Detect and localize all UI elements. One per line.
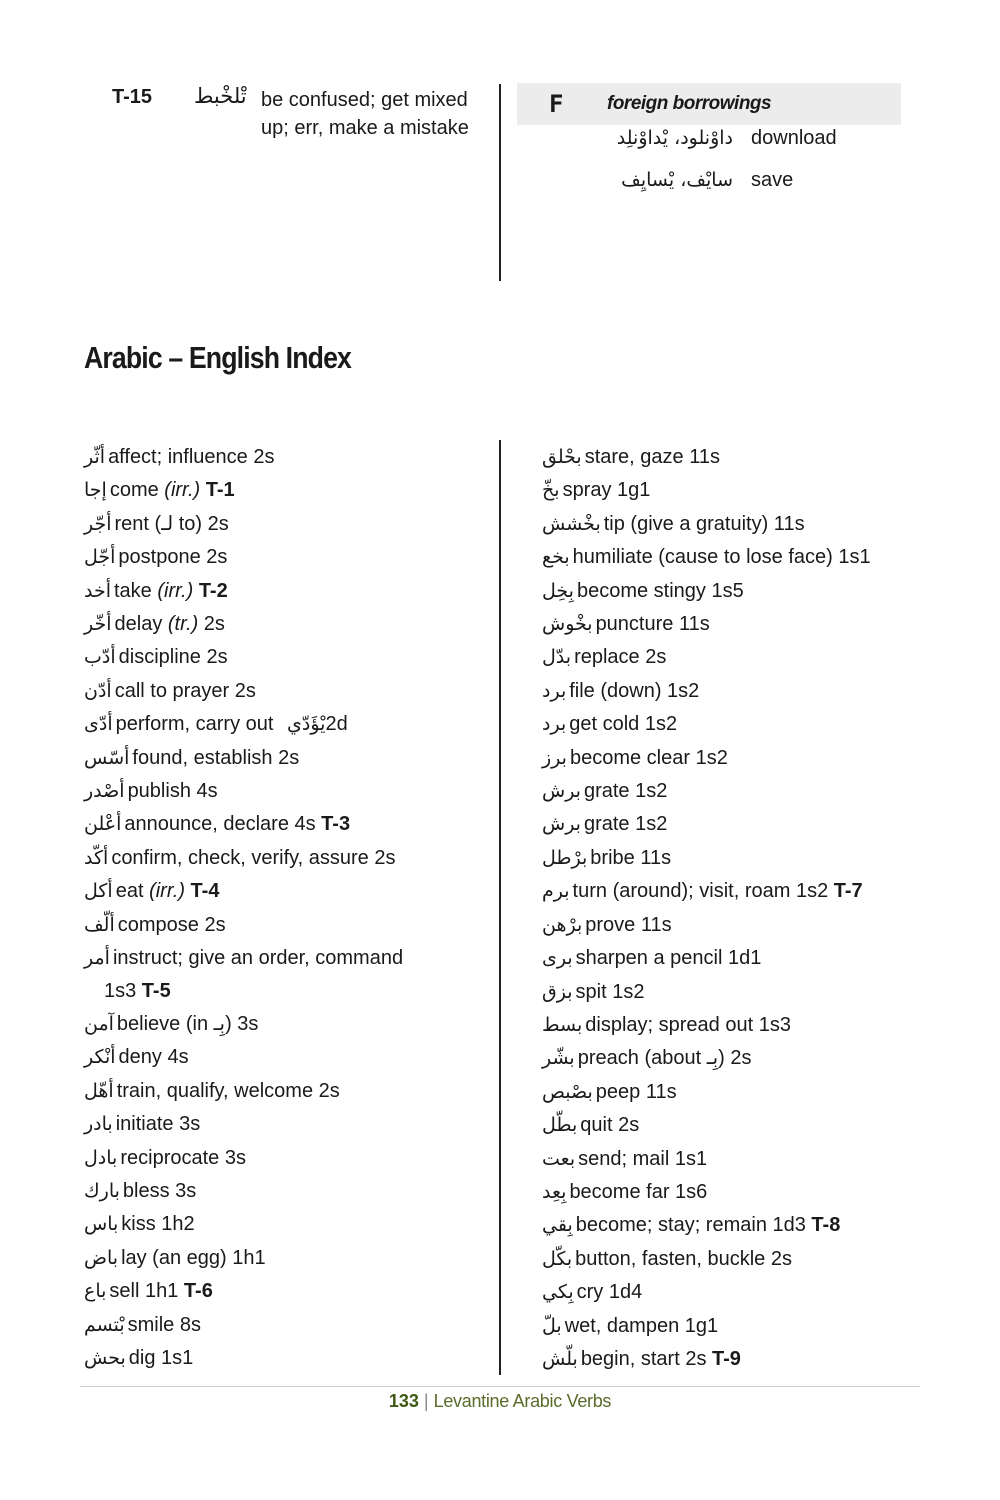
t15-arabic: تْلخْبط — [194, 84, 247, 108]
index-entry — [84, 1175, 484, 1208]
entry-arabic: بِعِد — [542, 1180, 567, 1203]
foreign-borrowings-section — [517, 83, 901, 191]
entry-definition: grate 1s2 — [583, 813, 668, 836]
entry-definition: cry 1d4 — [576, 1281, 643, 1304]
page-footer — [0, 1391, 1000, 1412]
index-entry — [542, 1343, 942, 1376]
entry-definition: become stingy 1s5 — [576, 579, 744, 602]
top-divider — [499, 84, 501, 281]
index-entry — [84, 1142, 484, 1175]
entry-definition: discipline 2s — [118, 646, 228, 669]
entry-arabic: بحْلق — [542, 446, 582, 468]
entry-arabic: أدّب — [84, 646, 116, 669]
entry-definition: spray 1g1 — [562, 479, 651, 502]
book-title: Levantine Arabic Verbs — [433, 1391, 612, 1411]
entry-note: (irr.) — [149, 880, 185, 903]
entry-arabic: أكّد — [84, 846, 109, 869]
entry-arabic: بحش — [84, 1346, 126, 1369]
entry-definition: peep 11s — [595, 1080, 677, 1103]
entry-definition: display; spread out 1s3 — [585, 1013, 791, 1036]
entry-arabic: أدّى — [84, 713, 113, 736]
entry-arabic: أكل — [84, 880, 113, 903]
entry-arabic: برش — [542, 813, 581, 836]
entry-definition: call to prayer 2s — [114, 679, 256, 702]
entry-definition: send; mail 1s1 — [578, 1147, 708, 1170]
entry-definition: get cold 1s2 — [569, 713, 678, 736]
entry-arabic: بادل — [84, 1146, 118, 1169]
index-entry — [84, 541, 484, 574]
index-entry — [542, 1176, 942, 1209]
index-entry — [542, 842, 942, 875]
borrowing-arabic: داوْنلود، يْداوْنلِد — [616, 127, 733, 149]
entry-arabic: برْهن — [542, 913, 583, 936]
index-entry — [542, 1209, 942, 1242]
entry-arabic: أثّر — [84, 446, 106, 468]
entry-arabic: بلّش — [542, 1347, 578, 1370]
index-entry — [542, 875, 942, 908]
index-entry — [542, 474, 942, 507]
index-entry — [542, 608, 942, 641]
entry-table-ref: T-4 — [184, 880, 220, 903]
entry-table-ref: T-9 — [706, 1347, 741, 1370]
index-entry — [84, 808, 484, 841]
index-entry — [84, 742, 484, 775]
index-entry — [542, 742, 942, 775]
entry-definition: humiliate (cause to lose face) 1s1 — [572, 546, 871, 569]
section-letter: F — [549, 90, 564, 118]
entry-definition: begin, start 2s — [580, 1347, 707, 1370]
entry-arabic: برد — [542, 713, 567, 736]
index-entry — [542, 508, 942, 541]
index-entry — [542, 1009, 942, 1042]
entry-arabic: بلّ — [542, 1314, 562, 1337]
entry-definition: become clear 1s2 — [569, 746, 728, 769]
entry-arabic: بعت — [542, 1147, 576, 1170]
entry-arabic: بِخِل — [542, 579, 574, 602]
index-entry — [542, 775, 942, 808]
entry-definition: delay — [114, 613, 168, 636]
entry-arabic: أصْدر — [84, 780, 125, 803]
index-entry — [542, 942, 942, 975]
entry-table-ref: T-2 — [193, 579, 228, 602]
index-entry — [84, 474, 484, 507]
entry-definition: prove 11s — [585, 913, 672, 936]
entry-definition: rent (لـ to) 2s — [114, 512, 229, 535]
entry-arabic: بخّ — [542, 479, 560, 502]
entry-table-ref: T-8 — [805, 1214, 841, 1237]
entry-definition: lay (an egg) 1h1 — [121, 1246, 266, 1269]
entry-note: (irr.) — [157, 579, 194, 602]
index-entry — [84, 1108, 484, 1141]
section-title: foreign borrowings — [607, 93, 772, 114]
entry-arabic: أسّس — [84, 746, 130, 769]
entry-imperfect-arabic: يْؤَدّي — [287, 713, 326, 736]
index-entry — [542, 1276, 942, 1309]
entry-arabic: بخع — [542, 546, 570, 569]
entry-arabic: بخْشش — [542, 512, 601, 535]
entry-definition: compose 2s — [117, 913, 226, 936]
entry-definition: come — [109, 479, 165, 502]
index-entry — [542, 1109, 942, 1142]
index-entry — [84, 575, 484, 608]
entry-arabic: إجا — [84, 479, 107, 502]
index-heading: Arabic – English Index — [84, 340, 352, 375]
entry-definition: train, qualify, welcome 2s — [116, 1079, 340, 1102]
entry-arabic: ألّف — [84, 913, 115, 936]
entry-definition: dig 1s1 — [128, 1346, 194, 1369]
index-entry — [84, 1041, 484, 1074]
entry-table-ref: T-3 — [315, 813, 351, 836]
entry-arabic: بطّل — [542, 1114, 578, 1137]
entry-definition: affect; influence 2s — [108, 446, 275, 468]
entry-arabic: بخْوش — [542, 613, 593, 636]
index-entry — [84, 641, 484, 674]
entry-arabic: بزق — [542, 980, 573, 1003]
entry-note: (tr.) — [167, 613, 199, 636]
entry-table-ref: T-5 — [136, 979, 171, 1002]
entry-definition: become far 1s6 — [569, 1180, 708, 1203]
entry-arabic: برد — [542, 679, 567, 702]
entry-table-ref: T-1 — [200, 479, 235, 502]
entry-arabic: بادر — [84, 1113, 113, 1136]
footer-rule — [80, 1386, 920, 1387]
index-entry — [542, 1310, 942, 1343]
entry-definition: sharpen a pencil 1d1 — [575, 947, 762, 970]
entry-definition: smile 8s — [127, 1313, 201, 1336]
entry-arabic: بكّل — [542, 1247, 573, 1270]
index-entry — [84, 708, 484, 741]
t15-definition: be confused; get mixed up; err, make a mistake — [261, 89, 469, 139]
entry-arabic: باع — [84, 1280, 107, 1303]
index-entry — [84, 775, 484, 808]
entry-arabic: أخد — [84, 579, 111, 602]
entry-arabic: بصْبص — [542, 1080, 593, 1103]
index-entry — [84, 441, 484, 474]
index-entry — [542, 1143, 942, 1176]
index-entry — [542, 808, 942, 841]
entry-arabic: أنْكر — [84, 1046, 116, 1069]
index-divider — [499, 440, 501, 1375]
entry-definition: perform, carry out — [115, 713, 280, 736]
entry-arabic: أخّر — [84, 613, 112, 636]
entry-arabic: بْتسم — [84, 1313, 125, 1336]
index-entry — [542, 1076, 942, 1109]
entry-arabic: باض — [84, 1246, 119, 1269]
footer-separator: | — [423, 1391, 429, 1411]
entry-definition: file (down) 1s2 — [569, 679, 700, 702]
entry-definition: replace 2s — [574, 646, 667, 669]
index-entry — [542, 708, 942, 741]
borrowing-arabic: سايْف، يْسايِف — [621, 169, 733, 191]
entry-continuation — [84, 975, 484, 1008]
entry-arabic: برز — [542, 746, 567, 769]
index-entry — [84, 1342, 484, 1375]
entry-arabic: أهّل — [84, 1079, 114, 1102]
entry-definition: kiss 1h2 — [121, 1213, 195, 1236]
borrowing-row — [517, 169, 901, 199]
index-entry — [84, 875, 484, 908]
entry-definition: puncture 11s — [595, 613, 710, 636]
entry-definition: turn (around); visit, roam 1s2 — [572, 880, 829, 903]
index-column-right — [542, 441, 942, 1376]
entry-table-ref: T-7 — [828, 880, 863, 903]
entry-pattern: 2d — [325, 713, 348, 736]
index-entry — [542, 1042, 942, 1075]
index-entry — [84, 1075, 484, 1108]
entry-definition: instruct; give an order, command — [112, 947, 404, 970]
entry-definition: grate 1s2 — [583, 780, 668, 803]
entry-definition: reciprocate 3s — [120, 1146, 246, 1169]
entry-arabic: برم — [542, 880, 570, 903]
index-entry — [84, 1208, 484, 1241]
entry-arabic: بشّر — [542, 1047, 575, 1070]
entry-arabic: أمر — [84, 947, 110, 970]
index-entry — [84, 909, 484, 942]
index-column-left — [84, 441, 484, 1375]
entry-arabic: برش — [542, 780, 581, 803]
entry-definition: bribe 11s — [590, 846, 672, 869]
t15-code: T-15 — [112, 86, 153, 108]
entry-definition: initiate 3s — [115, 1113, 201, 1136]
entry-arabic: أجّل — [84, 546, 116, 569]
index-entry — [84, 1309, 484, 1342]
entry-definition: publish 4s — [127, 780, 218, 803]
entry-definition: bless 3s — [122, 1179, 197, 1202]
index-entry — [542, 541, 942, 574]
entry-pattern: 1s3 — [104, 979, 137, 1002]
index-entry — [84, 1008, 484, 1041]
entry-definition: wet, dampen 1g1 — [564, 1314, 719, 1337]
entry-arabic: بدّل — [542, 646, 572, 669]
entry-definition: preach (about بِـ) 2s — [577, 1047, 752, 1070]
borrowing-english: save — [751, 169, 794, 191]
borrowing-row — [517, 127, 901, 157]
index-entry — [84, 608, 484, 641]
index-entry — [542, 675, 942, 708]
index-entry — [542, 976, 942, 1009]
entry-definition: quit 2s — [580, 1114, 640, 1137]
entry-definition: confirm, check, verify, assure 2s — [111, 846, 396, 869]
index-entry — [542, 1243, 942, 1276]
entry-arabic: برى — [542, 947, 573, 970]
entry-arabic: أدّن — [84, 679, 112, 702]
index-entry — [84, 1242, 484, 1275]
entry-arabic: آمن — [84, 1012, 114, 1035]
entry-arabic: بِكي — [542, 1281, 574, 1304]
entry-pattern: 2s — [198, 613, 225, 636]
index-entry — [542, 641, 942, 674]
entry-arabic: أجّر — [84, 512, 112, 535]
index-entry — [84, 942, 484, 1008]
entry-arabic: أعْلن — [84, 813, 122, 836]
entry-definition: believe (in بِـ) 3s — [116, 1012, 259, 1035]
entry-definition: become; stay; remain 1d3 — [575, 1214, 806, 1237]
entry-definition: deny 4s — [118, 1046, 189, 1069]
index-entry — [542, 909, 942, 942]
index-entry — [84, 842, 484, 875]
entry-definition: postpone 2s — [118, 546, 228, 569]
page-number: 133 — [388, 1391, 419, 1411]
index-entry — [84, 1275, 484, 1308]
entry-definition: stare, gaze 11s — [584, 446, 720, 468]
entry-note: (irr.) — [164, 479, 201, 502]
index-entry — [84, 675, 484, 708]
entry-definition: found, establish 2s — [132, 746, 300, 769]
entry-arabic: باس — [84, 1213, 119, 1236]
entry-definition: tip (give a gratuity) 11s — [603, 512, 805, 535]
entry-definition: button, fasten, buckle 2s — [575, 1247, 792, 1270]
borrowing-english: download — [751, 127, 837, 149]
index-entry — [542, 441, 942, 474]
entry-table-ref: T-6 — [178, 1280, 213, 1303]
entry-arabic: بسط — [542, 1013, 583, 1036]
entry-arabic: بارك — [84, 1179, 120, 1202]
index-entry — [542, 575, 942, 608]
entry-definition: spit 1s2 — [575, 980, 645, 1003]
index-entry — [84, 508, 484, 541]
foreign-borrowings-header — [517, 83, 901, 125]
entry-arabic: بِقي — [542, 1214, 573, 1237]
entry-definition: eat — [115, 880, 150, 903]
entry-definition: take — [114, 579, 158, 602]
entry-definition: announce, declare 4s — [124, 813, 316, 836]
entry-arabic: برْطل — [542, 846, 588, 869]
entry-definition: sell 1h1 — [109, 1280, 179, 1303]
